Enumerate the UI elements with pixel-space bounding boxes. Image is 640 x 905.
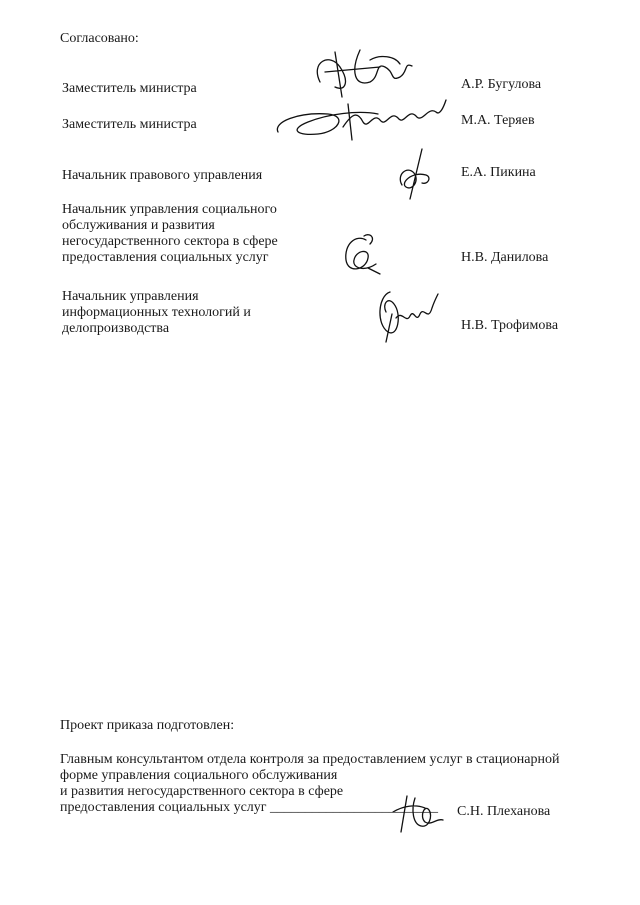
approval-5-position (62, 289, 322, 337)
approval-5-name: Н.В. Трофимова (461, 318, 559, 333)
signature-3 (392, 145, 437, 203)
signature-2 (268, 92, 453, 148)
approval-4-position (62, 202, 322, 266)
approval-4-position-line: Начальник управления социального (62, 202, 277, 217)
approval-1-position: Заместитель министра (62, 81, 197, 96)
approval-4-position-line: предоставления социальных услуг (62, 250, 269, 265)
approval-5-position-line: информационных технологий и (62, 305, 251, 320)
approval-2-position: Заместитель министра (62, 117, 197, 132)
prepared-name: С.Н. Плеханова (457, 804, 551, 819)
signature-6 (385, 790, 447, 836)
prepared-label: Проект приказа подготовлен: (60, 718, 235, 733)
approved-label: Согласовано: (60, 31, 139, 46)
prepared-line: Главным консультантом отдела контроля за предоставлением услуг в стационарной (60, 752, 560, 767)
approval-5-position-line: делопроизводства (62, 321, 170, 336)
approval-4-position-line: обслуживания и развития (62, 218, 215, 233)
approval-2-name: М.А. Теряев (461, 113, 535, 128)
prepared-line: форме управления социального обслуживания (60, 768, 338, 783)
signature-5 (372, 284, 442, 346)
prepared-line: предоставления социальных услуг ________________________ (60, 800, 439, 815)
approval-3-name: Е.А. Пикина (461, 165, 536, 180)
signature-4 (336, 230, 386, 280)
approval-4-position-line: негосударственного сектора в сфере (62, 234, 278, 249)
approval-5-position-line: Начальник управления (62, 289, 199, 304)
approval-1-name: А.Р. Бугулова (461, 77, 542, 92)
approval-4-name: Н.В. Данилова (461, 250, 549, 265)
prepared-line: и развития негосударственного сектора в сфере (60, 784, 344, 799)
approval-3-position: Начальник правового управления (62, 168, 263, 183)
